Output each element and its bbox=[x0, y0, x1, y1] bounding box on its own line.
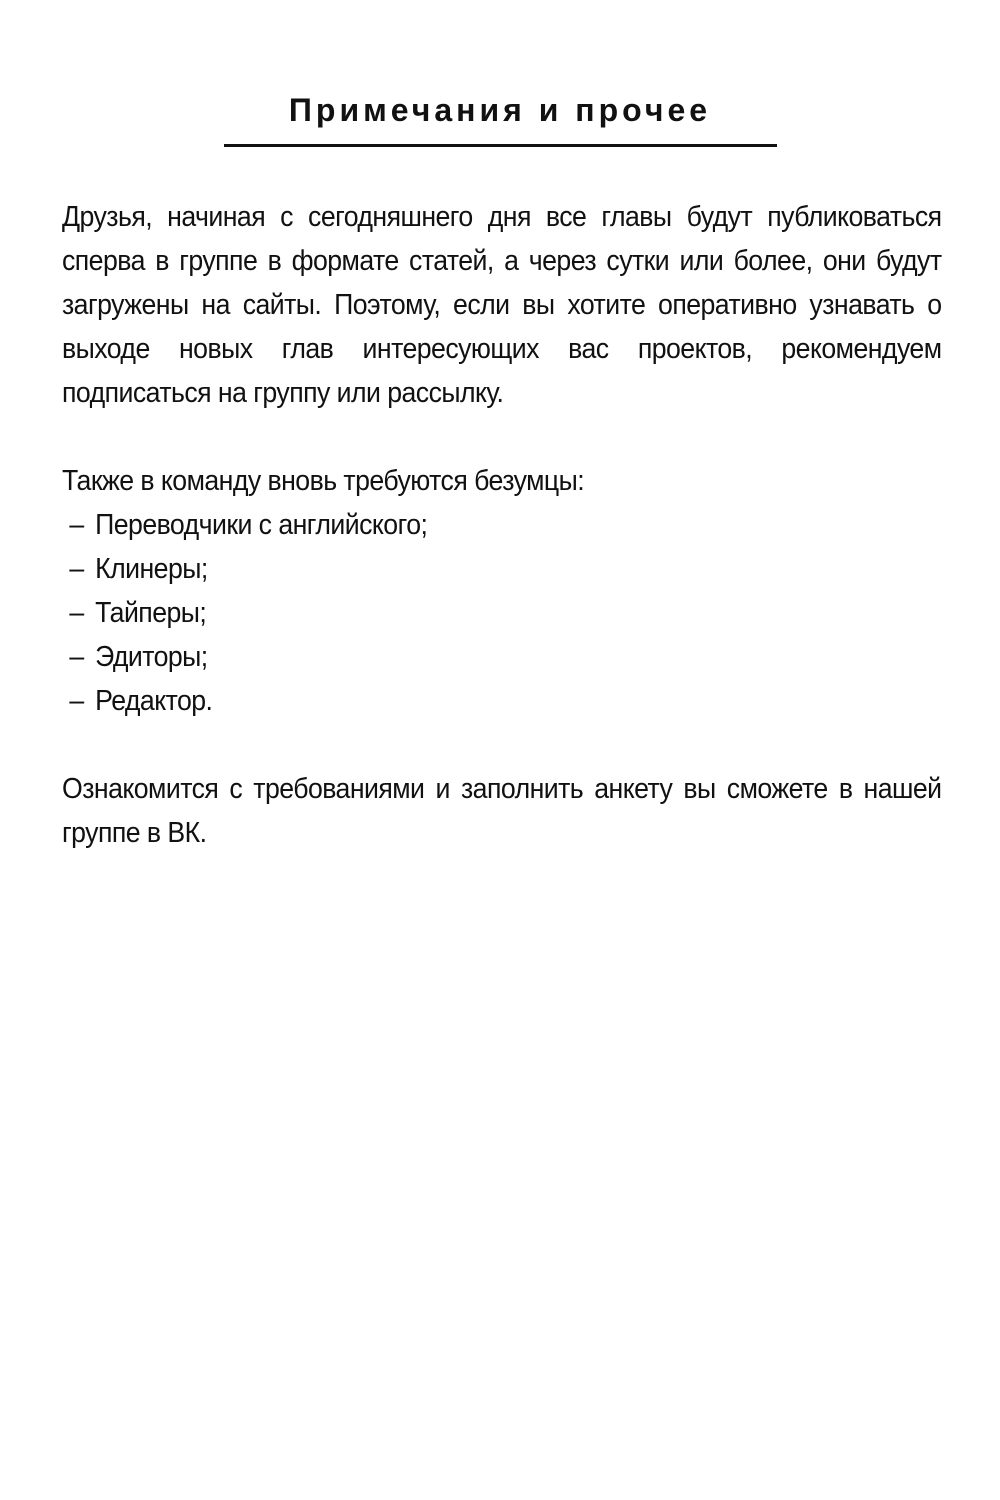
recruitment-intro: Также в команду вновь требуются безумцы: bbox=[62, 465, 585, 497]
list-item bbox=[62, 591, 942, 635]
list-dash: – bbox=[69, 509, 84, 541]
list-item bbox=[62, 635, 942, 679]
list-dash: – bbox=[69, 685, 84, 717]
role-translators: Переводчики с английского; bbox=[95, 509, 428, 541]
page-title: Примечания и прочее bbox=[288, 92, 712, 128]
list-item bbox=[62, 547, 942, 591]
page-content bbox=[62, 195, 942, 855]
role-typers: Тайперы; bbox=[95, 597, 207, 629]
list-item bbox=[62, 679, 942, 723]
list-item bbox=[62, 503, 942, 547]
role-editors: Эдиторы; bbox=[95, 641, 208, 673]
application-paragraph: Ознакомится с требованиями и заполнить анкету вы сможете в нашей группе в ВК. bbox=[62, 773, 942, 849]
roles-list bbox=[62, 503, 942, 723]
list-dash: – bbox=[69, 641, 84, 673]
title-underline bbox=[224, 144, 777, 147]
role-redactor: Редактор. bbox=[95, 685, 213, 717]
role-cleaners: Клинеры; bbox=[95, 553, 208, 585]
list-dash: – bbox=[69, 597, 84, 629]
announcement-paragraph: Друзья, начиная с сегодняшнего дня все главы будут публиковаться сперва в группе в формате статей, а через сутки или более, они будут загружены на сайты. Поэтому, если вы хотите оперативно узнавать о выходе новых глав интересующих вас проектов, рекомендуем подписаться на группу или рассылку. bbox=[62, 201, 942, 409]
list-dash: – bbox=[69, 553, 84, 585]
